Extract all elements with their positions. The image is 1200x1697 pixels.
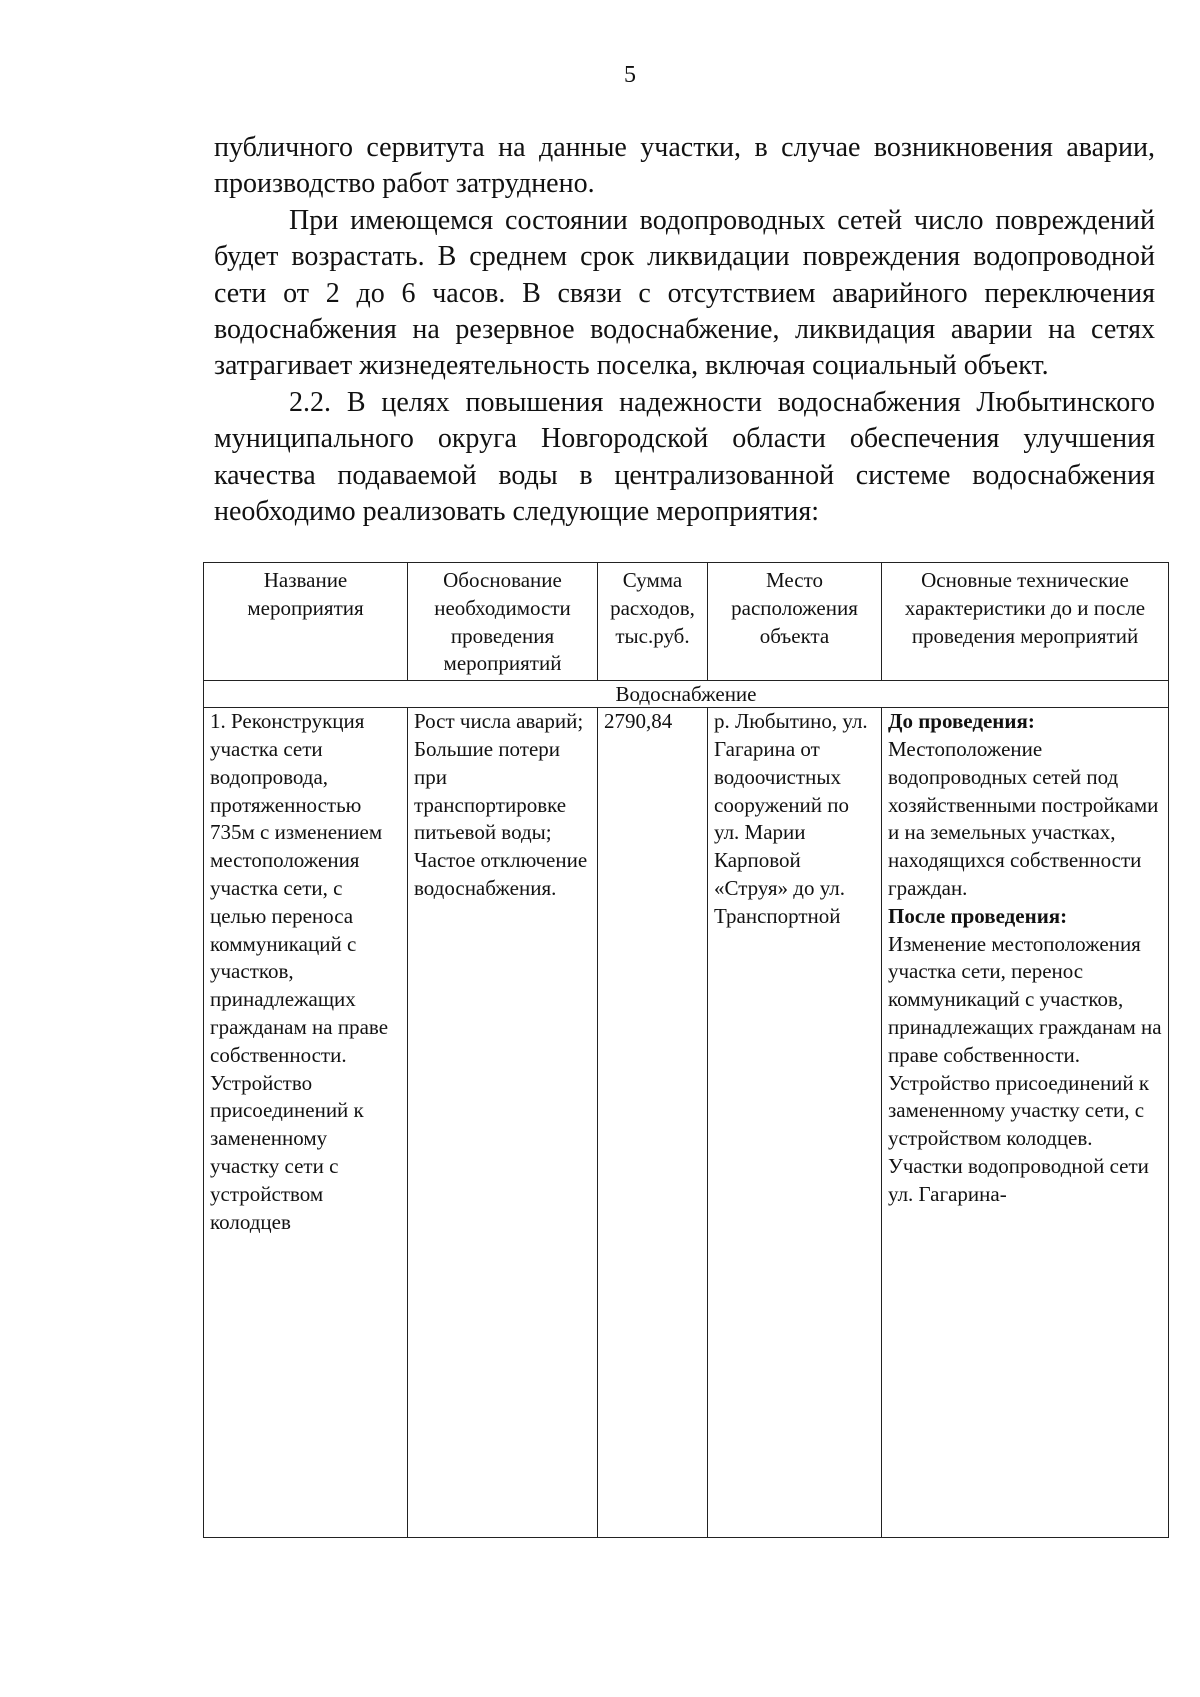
paragraph-continuation: публичного сервитута на данные участки, в случае возникновения аварии, производство работ затруднено. xyxy=(214,132,1155,200)
header-location: Место расположения объекта xyxy=(708,563,882,681)
before-text: Местоположение водопроводных сетей под хозяйственными постройками и на земельных участках, находящихся собственности граждан. xyxy=(888,736,1159,900)
paragraph-measures-intro: 2.2. В целях повышения надежности водоснабжения Любытинского муниципального округа Новгородской области обеспечения улучшения качества подаваемой воды в централизованной системе водоснабжения необходимо реализовать следующие мероприятия: xyxy=(214,386,1155,528)
table-header-row xyxy=(204,563,1169,681)
section-row xyxy=(204,681,1169,708)
header-justification: Обоснование необходимости проведения мероприятий xyxy=(408,563,598,681)
table-row xyxy=(204,708,1169,1538)
header-characteristics: Основные технические характеристики до и после проведения мероприятий xyxy=(882,563,1169,681)
section-title: Водоснабжение xyxy=(204,681,1169,708)
header-amount: Сумма расходов, тыс.руб. xyxy=(598,563,708,681)
after-text: Изменение местоположения участка сети, перенос коммуникаций с участков, принадлежащих гражданам на праве собственности. Устройство присоединений к замененному участку сети, с устройством колодцев. Участки водопроводной сети ул. Гагарина- xyxy=(888,931,1162,1206)
cell-justification xyxy=(408,708,598,1538)
justification-item: Рост числа аварий; xyxy=(414,709,584,734)
justification-item: Большие потери при транспортировке питьевой воды; xyxy=(414,736,567,845)
page-number: 5 xyxy=(624,62,636,88)
activities-table xyxy=(203,562,1169,1538)
cell-activity-name: 1. Реконструкция участка сети водопровода, протяженностью 735м с изменением местоположения участка сети, с целью переноса коммуникаций с участков, принадлежащих гражданам на праве собственности. Устройство присоединений к замененному участку сети с устройством колодцев xyxy=(204,708,408,1538)
header-activity-name: Название мероприятия xyxy=(204,563,408,681)
cell-amount: 2790,84 xyxy=(598,708,708,1538)
body-text xyxy=(214,130,1155,530)
justification-item: Частое отключение водоснабжения. xyxy=(414,848,588,900)
paragraph-network-damage: При имеющемся состоянии водопроводных сетей число повреждений будет возрастать. В среднем срок ликвидации повреждения водопроводной сети от 2 до 6 часов. В связи с отсутствием аварийного переключения водоснабжения на резервное водоснабжение, ликвидация аварии на сетях затрагивает жизнедеятельность поселка, включая социальный объект. xyxy=(214,204,1155,382)
cell-location: р. Любытино, ул. Гагарина от водоочистных сооружений по ул. Марии Карповой «Струя» до ул. Транспортной xyxy=(708,708,882,1538)
cell-characteristics xyxy=(882,708,1169,1538)
before-label: До проведения: xyxy=(888,709,1035,734)
after-label: После проведения: xyxy=(888,903,1068,928)
